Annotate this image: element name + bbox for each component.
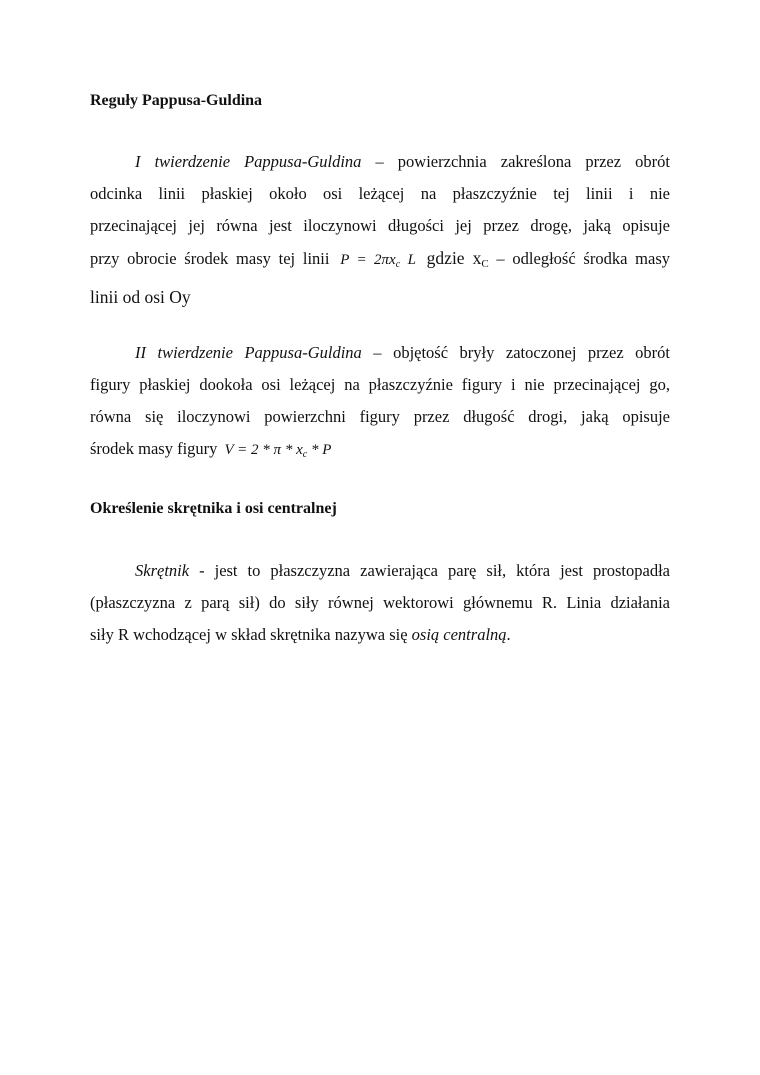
definition-line-1: Skrętnik - jest to płaszczyzna zawierająca parę sił, która jest prostopadła [135,561,670,580]
definition-paragraph [90,555,670,651]
theorem-2-line-2: figury płaskiej dookoła osi leżącej na płaszczyźnie figury i nie przecinającej go, [90,375,670,394]
theorem-2-line-4: środek masy figury $V = 2 * \pi * x_c * P$ [90,433,670,471]
theorem-1-line-2: odcinka linii płaskiej około osi leżącej na płaszczyźnie tej linii i nie [90,184,670,203]
heading-skretnik: Określenie skrętnika i osi centralnej [90,500,337,517]
definition-line-2: (płaszczyzna z parą sił) do siły równej wektorowi głównemu R. Linia działania [90,593,670,612]
theorem-1-line-3: przecinającej jej równa jest iloczynowi długości jej przez drogę, jaką opisuje [90,216,670,235]
theorem-1-title: I twierdzenie Pappusa-Guldina [135,152,362,171]
definition-line-3: siły R wchodzącej w skład skrętnika nazywa się osią centralną. [90,625,511,644]
theorem-1-line-5: linii od osi Oy [90,287,191,307]
theorem-2-paragraph [90,337,670,471]
theorem-2-line-1: II twierdzenie Pappusa-Guldina – objętość bryły zatoczonej przez obrót [135,343,670,362]
theorem-1-line-1: I twierdzenie Pappusa-Guldina – powierzchnia zakreślona przez obrót [135,152,670,171]
theorem-1-line-4: przy obrocie środek masy tej linii $P = 2\pi x_c$ L gdzie xC – odległość środka masy [90,248,671,270]
theorem-2-line-3: równa się iloczynowi powierzchni figury przez długość drogi, jaką opisuje [90,407,670,426]
theorem-1-paragraph [90,146,670,313]
theorem-2-title: II twierdzenie Pappusa-Guldina [135,343,362,362]
definition-emphasis: osią centralną [411,625,507,644]
formula-volume: $V = 2 * \pi * x_c * P$ [224,442,332,460]
heading-pappus-guldin: Reguły Pappusa-Guldina [90,92,263,109]
definition-term: Skrętnik [135,561,190,580]
formula-surface: $P = 2\pi x_c$ L [340,252,416,270]
